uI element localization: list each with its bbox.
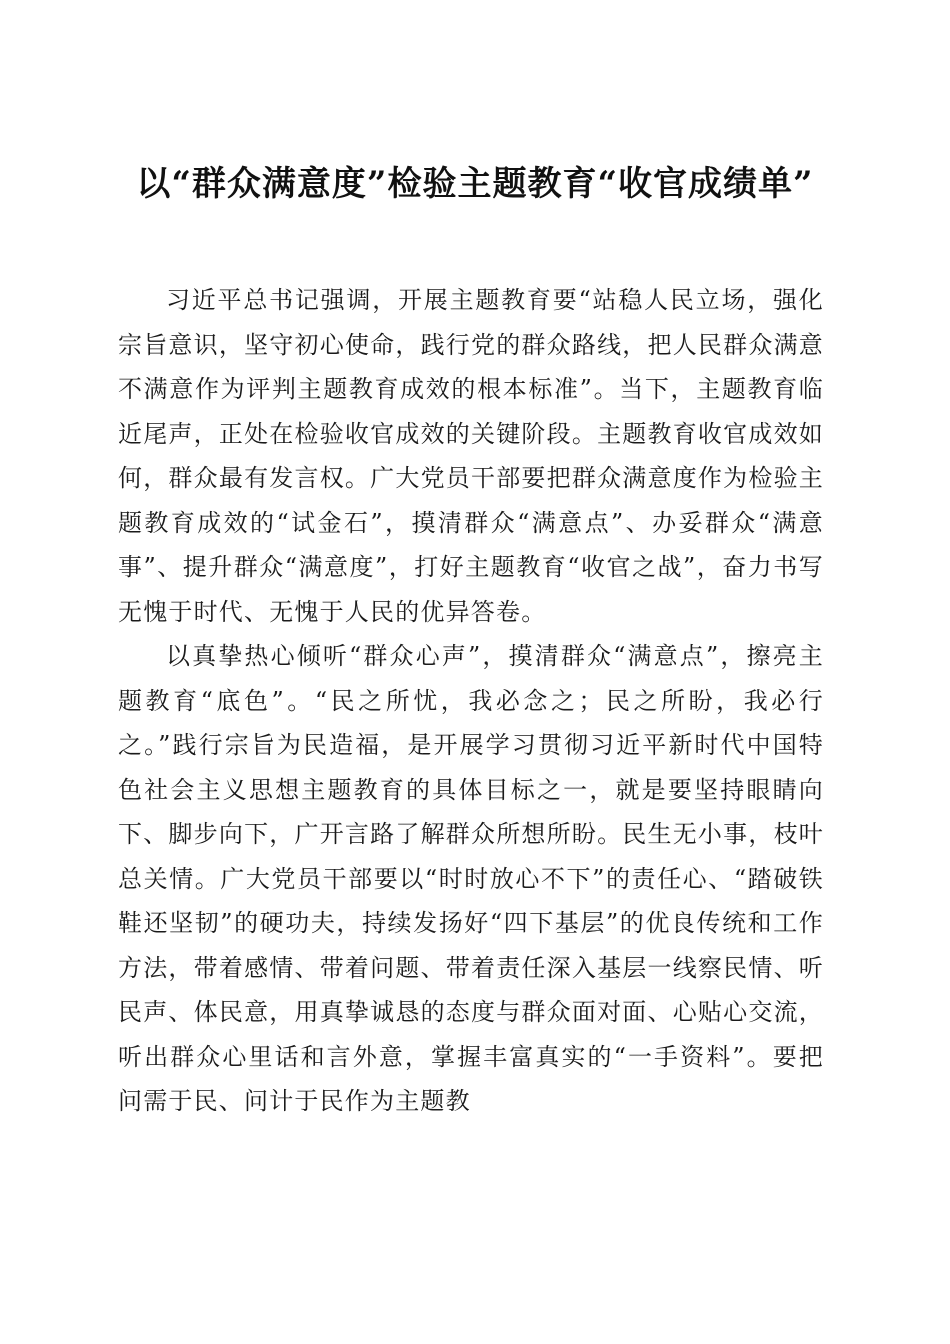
paragraph-intro: 习近平总书记强调，开展主题教育要“站稳人民立场，强化宗旨意识，坚守初心使命，践行党的群众路线，把人民群众满意不满意作为评判主题教育成效的根本标准”。当下，主题教育临近尾声，正处在检验收官成效的关键阶段。主题教育收官成效如何，群众最有发言权。广大党员干部要把群众满意度作为检验主题教育成效的“试金石”，摸清群众“满意点”、办妥群众“满意事”、提升群众“满意度”，打好主题教育“收官之战”，奋力书写无愧于时代、无愧于人民的优异答卷。 bbox=[118, 286, 824, 626]
document-title: 以“群众满意度”检验主题教育“收官成绩单” bbox=[136, 163, 814, 204]
document-body bbox=[118, 278, 824, 1124]
paragraph-listen-to-people: 以真挚热心倾听“群众心声”，摸清群众“满意点”，擦亮主题教育“底色”。“民之所忧，我必念之；民之所盼，我必行之。”践行宗旨为民造福，是开展学习贯彻习近平新时代中国特色社会主义思想主题教育的具体目标之一，就是要坚持眼睛向下、脚步向下，广开言路了解群众所想所盼。民生无小事，枝叶总关情。广大党员干部要以“时时放心不下”的责任心、“踏破铁鞋还坚韧”的硬功夫，持续发扬好“四下基层”的优良传统和工作方法，带着感情、带着问题、带着责任深入基层一线察民情、听民声、体民意，用真挚诚恳的态度与群众面对面、心贴心交流，听出群众心里话和言外意，掌握丰富真实的“一手资料”。要把问需于民、问计于民作为主题教 bbox=[118, 642, 824, 1115]
